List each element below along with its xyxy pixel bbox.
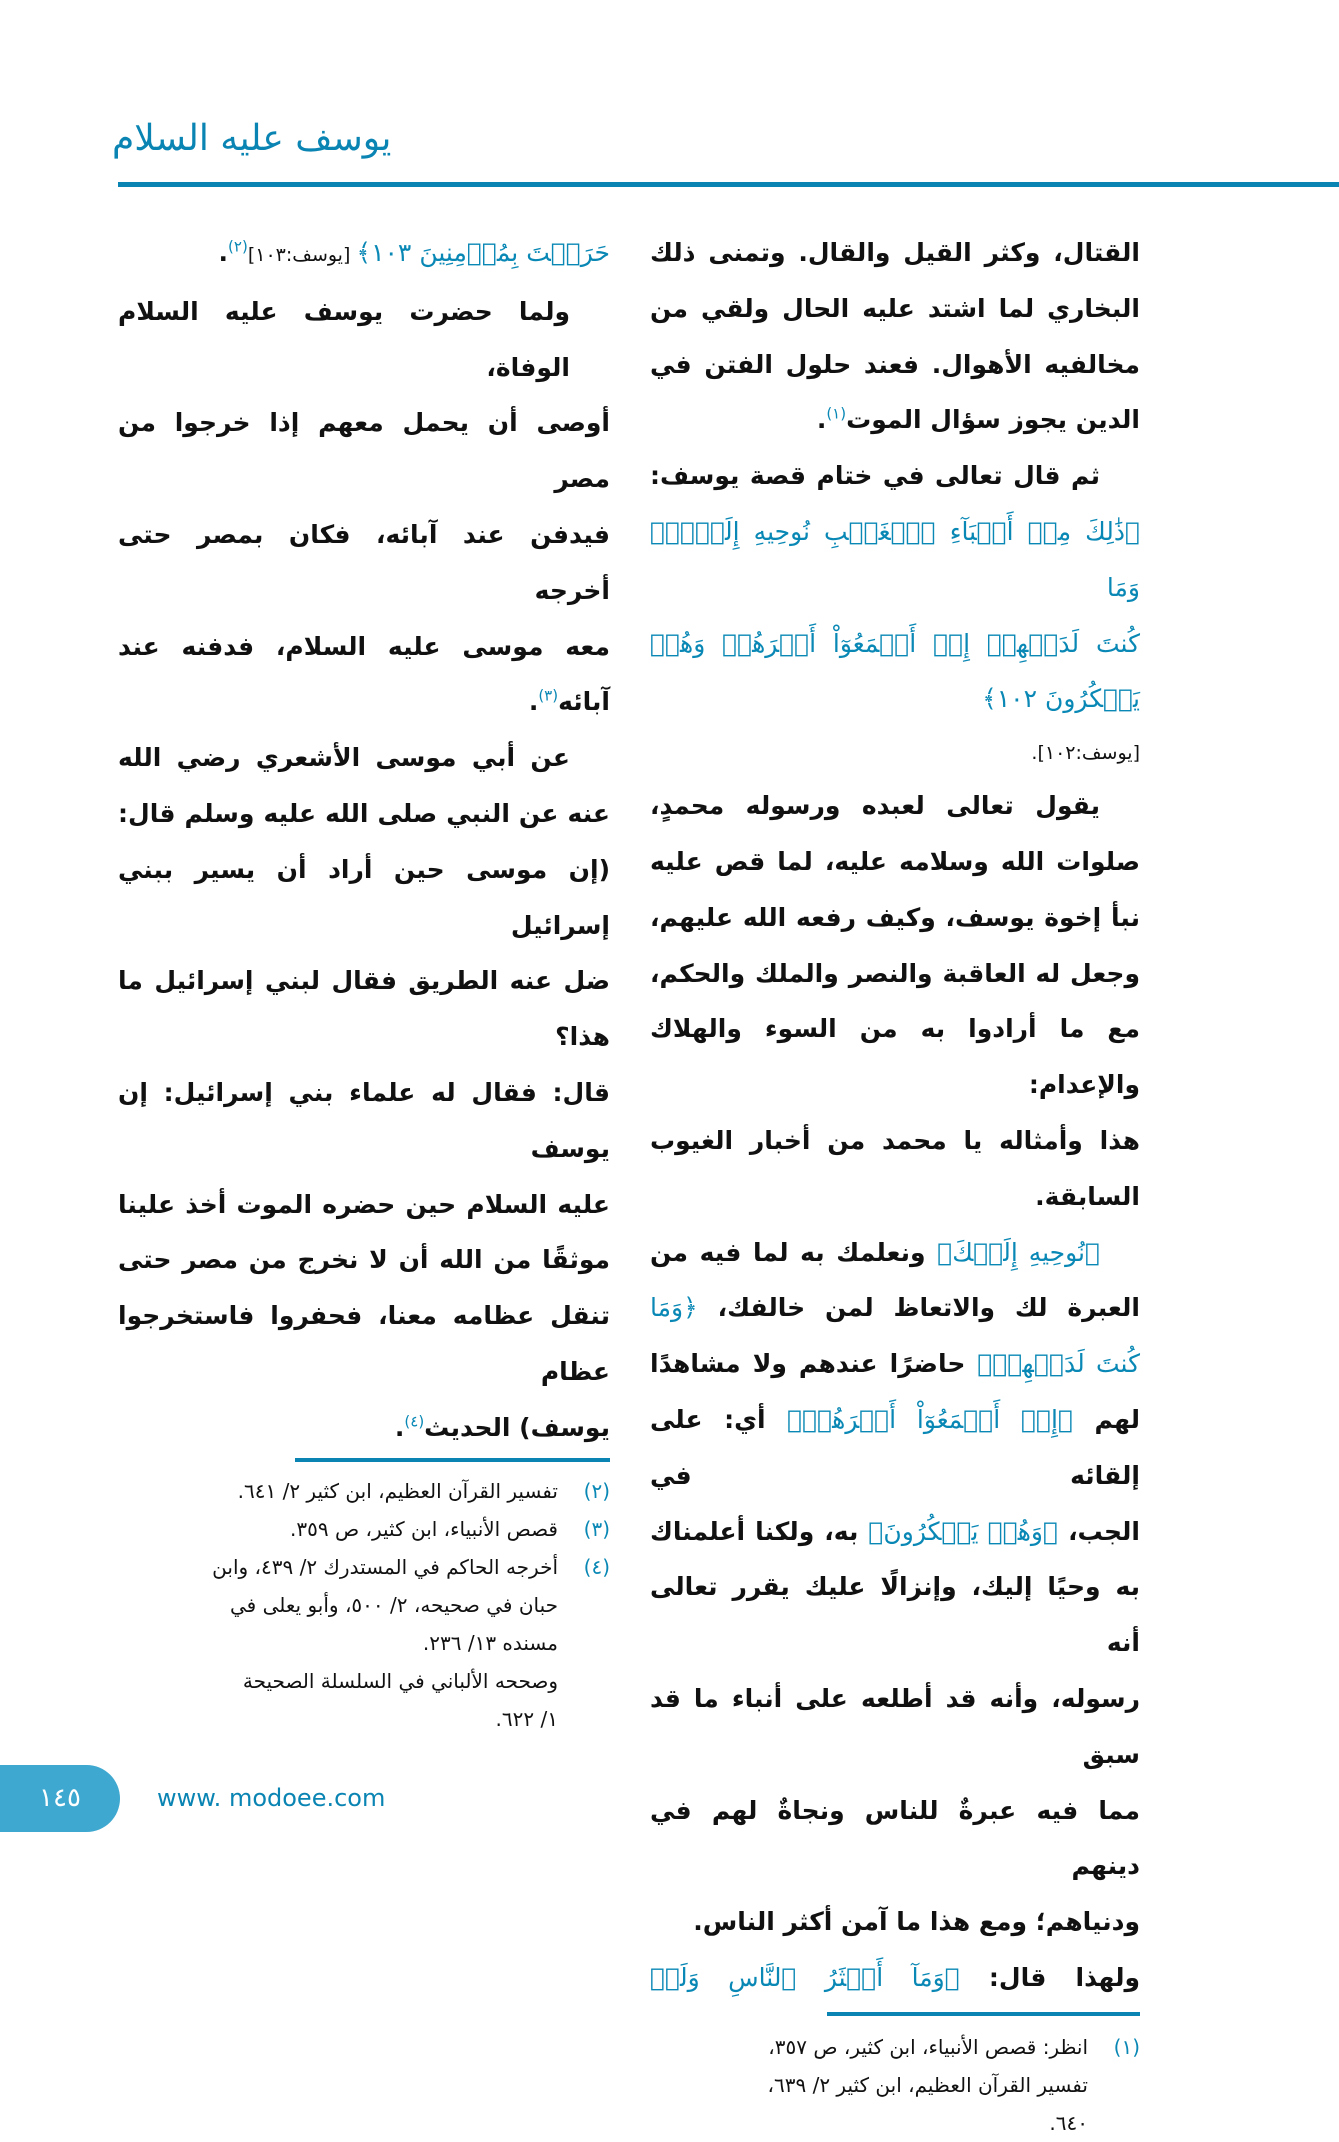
chapter-title: يوسف عليه السلام [112,118,392,159]
text-segment: مخالفيه الأهوال. فعند حلول الفتن في [650,349,1140,379]
text-line [650,727,1140,778]
text-segment: أوصى أن يحمل معهم إذا خرجوا من مصر [118,408,610,494]
text-line [118,395,610,507]
text-segment: يقول تعالى لعبده ورسوله محمدٍ، [650,791,1100,821]
text-line [650,1504,1140,1560]
text-line [650,1169,1140,1225]
footnote-text: أخرجه الحاكم في المستدرك ٢/ ٤٣٩، وابن [212,1555,558,1579]
footnote-number: (٣) [583,1517,610,1541]
text-line [118,1400,610,1456]
text-line [650,1392,1140,1504]
text-line [650,1894,1140,1950]
text-line [118,507,610,619]
text-line [118,225,610,284]
quran-verse: حَرَصۡتَ بِمُؤۡمِنِينَ ١٠٣﴾ [356,238,610,267]
footnote-line [650,2104,1140,2142]
footnote-number: (١) [1113,2034,1140,2059]
text-segment: . [528,687,539,717]
text-line [650,778,1140,834]
text-line [650,1336,1140,1392]
text-segment: عنه عن النبي صلى الله عليه وسلم قال: [118,798,610,828]
footnote-ref[interactable]: (٢) [228,237,248,256]
text-line [650,1950,1140,2006]
footnote-text: ٦٤٠. [1049,2110,1088,2135]
page-number: ١٤٥ [39,1783,81,1813]
text-segment: البخاري لما اشتد عليه الحال ولقي من [650,293,1140,323]
text-line [650,281,1140,337]
footnote-line [118,1586,610,1624]
right-column [650,225,1140,2142]
text-segment: وجعل له العاقبة والنصر والملك والحكم، [650,958,1140,988]
quran-verse: ﴿وَمَا [650,1293,698,1323]
verse-citation: [يوسف:١٠٣] [247,244,357,266]
footnote-text: وصححه الألباني في السلسلة الصحيحة [242,1669,558,1693]
text-line [118,1288,610,1400]
text-line [118,730,610,786]
text-line [650,392,1140,448]
text-line [650,616,1140,728]
text-line [650,337,1140,393]
text-line [118,284,610,396]
right-column-text [650,225,1140,2006]
text-segment: عليه السلام حين حضره الموت أخذ علينا [118,1189,610,1219]
text-line [650,890,1140,946]
text-line [650,834,1140,890]
quran-verse: ﴿وَهُمۡ يَمۡكُرُونَ﴾ [868,1516,1058,1546]
text-line [650,1225,1140,1281]
footnote-line [118,1510,610,1548]
text-segment: مع ما أرادوا به من السوء والهلاك والإعدام: [650,1014,1140,1100]
footnote-line [650,2028,1140,2066]
quran-verse: كُنتَ لَدَيۡهِمۡ إِذۡ أَجۡمَعُوٓاْ أَمۡرَهُمۡ وَهُمۡ يَمۡكُرُونَ ١٠٢﴾ [650,628,1140,714]
text-line [118,953,610,1065]
left-column [118,225,610,1456]
text-segment: فيدفن عند آبائه، فكان بمصر حتى أخرجه [118,519,610,605]
text-line [118,1177,610,1233]
quran-verse: كُنتَ لَدَيۡهِمۡ﴾ [977,1349,1141,1379]
text-line [650,1113,1140,1169]
text-line [118,786,610,842]
quran-verse: ﴿ذَٰلِكَ مِنۡ أَنۢبَآءِ ٱلۡغَيۡبِ نُوحِيهِ إِلَيۡكَۖ وَمَا [650,516,1140,602]
text-segment: يوسف) الحديث [424,1412,610,1442]
text-segment: هذا وأمثاله يا محمد من أخبار الغيوب [650,1125,1140,1155]
text-segment: مما فيه عبرةٌ للناس ونجاةٌ لهم في دينهم [650,1795,1140,1881]
footnote-number: (٤) [583,1555,610,1579]
text-segment: أي: على إلقائه في [650,1404,1140,1490]
text-segment: العبرة لك والاتعاظ لمن خالفك، [697,1293,1140,1323]
footnote-line [118,1548,610,1586]
text-segment: نبأ إخوة يوسف، وكيف رفعه الله عليهم، [650,902,1140,932]
text-segment: . [394,1412,405,1442]
quran-verse: ﴿إِذۡ أَجۡمَعُوٓاْ أَمۡرَهُمۡ﴾ [787,1404,1073,1434]
text-line [118,842,610,954]
footnote-line [650,2066,1140,2104]
text-line [650,1783,1140,1895]
verse-citation: [يوسف:١٠٢]. [1031,742,1140,765]
footnote-ref[interactable]: (٤) [404,1412,425,1431]
text-segment: موثقًا من الله أن لا نخرج من مصر حتى [118,1245,610,1275]
text-line [650,1280,1140,1336]
footnotes-left [118,1472,610,1738]
text-segment: . [816,405,827,435]
text-segment: قال: فقال له علماء بني إسرائيل: إن يوسف [118,1077,610,1163]
footnote-line [118,1662,610,1700]
text-segment: الدين يجوز سؤال الموت [846,405,1140,435]
text-line [118,1232,610,1288]
text-segment: . [218,238,229,267]
text-line [650,1001,1140,1113]
quran-verse: ﴿نُوحِيهِ إِلَيۡكَ﴾ [937,1237,1100,1267]
footnote-ref[interactable]: (١) [826,405,847,424]
quran-verse: ﴿وَمَآ أَكۡثَرُ ٱلنَّاسِ وَلَوۡ [650,1962,960,1992]
text-segment: القتال، وكثر القيل والقال. وتمنى ذلك [650,238,1140,267]
footnote-text: ١/ ٦٢٢. [495,1707,558,1731]
text-segment: به، ولكنا أعلمناك [650,1516,869,1546]
footnote-line [118,1624,610,1662]
text-segment: رسوله، وأنه قد أطلعه على أنباء ما قد سبق [650,1683,1140,1769]
text-line [118,1065,610,1177]
footnote-line [118,1472,610,1510]
text-line [650,504,1140,616]
text-segment: ضل عنه الطريق فقال لبني إسرائيل ما هذا؟ [118,966,610,1052]
text-segment: السابقة. [1035,1181,1140,1211]
text-segment: تنقل عظامه معنا، فحفروا فاستخرجوا عظام [118,1301,610,1386]
text-segment: ودنياهم؛ ومع هذا ما آمن أكثر الناس. [693,1907,1140,1937]
footnote-rule-right [827,2012,1140,2016]
text-segment: به وحيًا إليك، وإنزالًا عليك يقرر تعالى أنه [650,1572,1140,1658]
footnote-text: تفسير القرآن العظيم، ابن كثير ٢/ ٦٤١. [237,1479,558,1503]
text-segment: حاضرًا عندهم ولا مشاهدًا [650,1349,978,1379]
website-url: www. modoee.com [157,1784,386,1812]
footnote-text: تفسير القرآن العظيم، ابن كثير ٢/ ٦٣٩، [767,2072,1088,2097]
page-number-badge [0,1765,120,1832]
text-line [650,1671,1140,1783]
footnote-text: حبان في صحيحه، ٢/ ٥٠٠، وأبو يعلى في [230,1593,558,1617]
text-segment: (إن موسى حين أراد أن يسير ببني إسرائيل [118,854,610,940]
text-line [650,946,1140,1002]
footnote-ref[interactable]: (٣) [538,687,559,706]
text-segment: لهم [1072,1404,1140,1434]
footnote-text: انظر: قصص الأنبياء، ابن كثير، ص ٣٥٧، [768,2034,1088,2059]
footnote-text: قصص الأنبياء، ابن كثير، ص ٣٥٩. [290,1517,558,1541]
text-segment: الجب، [1058,1516,1140,1546]
footnotes-right [650,2028,1140,2142]
text-segment: صلوات الله وسلامه عليه، لما قص عليه [650,846,1140,876]
footnote-line [118,1700,610,1738]
text-segment: ولما حضرت يوسف عليه السلام الوفاة، [118,296,570,382]
text-segment: معه موسى عليه السلام، فدفنه عند آبائه [118,631,610,717]
text-line [650,225,1140,281]
text-segment: ونعلمك به لما فيه من [650,1237,938,1267]
left-column-text [118,225,610,1456]
text-line [650,1559,1140,1671]
footnote-number: (٢) [583,1479,610,1503]
header-rule [118,182,1339,187]
text-line [650,448,1140,504]
text-segment: عن أبي موسى الأشعري رضي الله [118,743,570,773]
footnote-rule-left [295,1458,610,1462]
text-line [118,619,610,731]
footnote-text: مسنده ١٣/ ٢٣٦. [422,1631,558,1655]
text-segment: ثم قال تعالى في ختام قصة يوسف: [650,461,1100,491]
text-segment: ولهذا قال: [959,1962,1140,1992]
